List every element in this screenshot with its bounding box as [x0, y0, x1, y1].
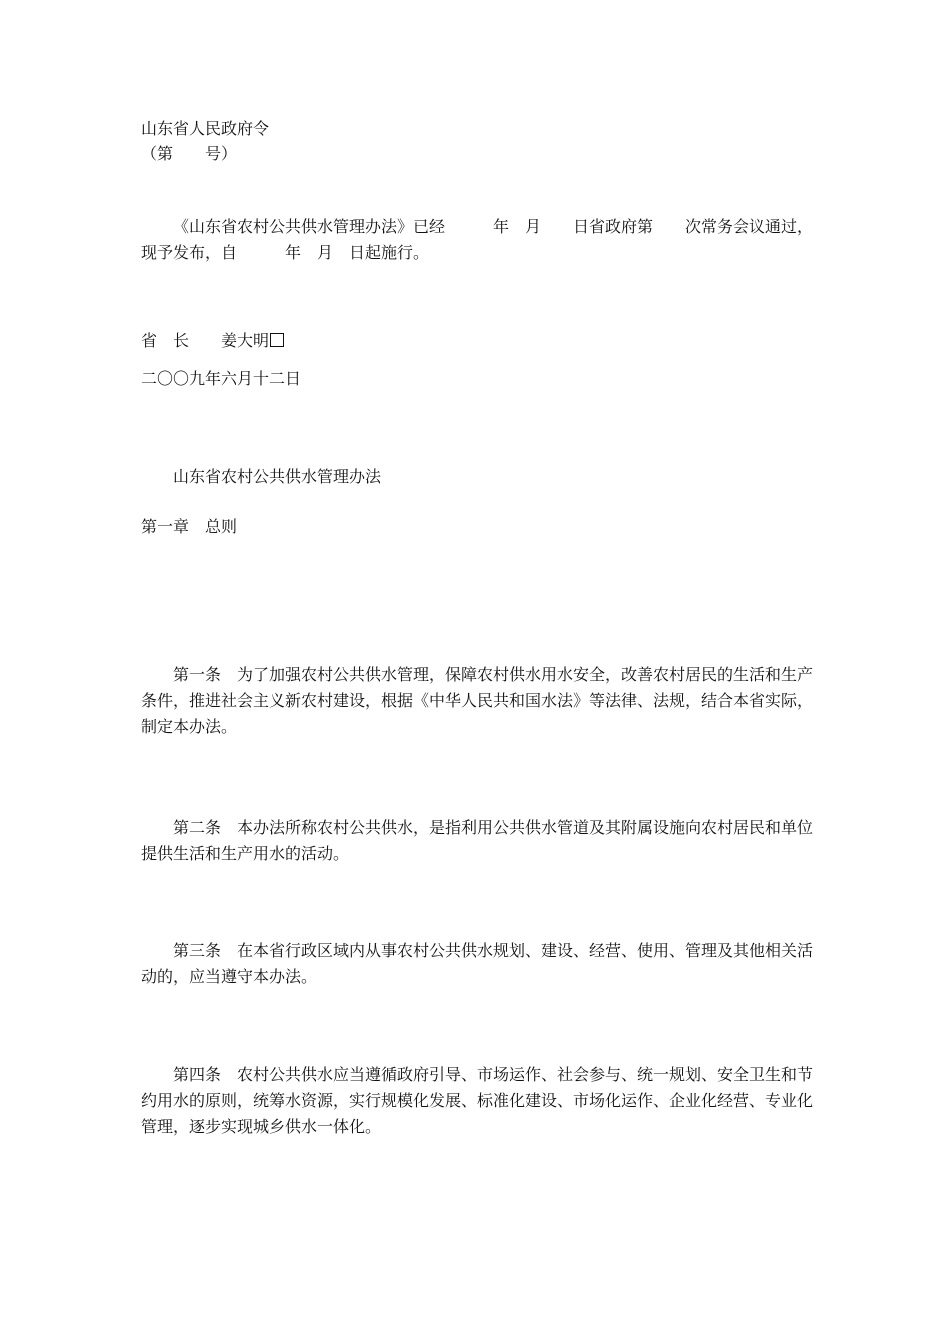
promulgation-text: 《山东省农村公共供水管理办法》已经 年 月 日省政府第 次常务会议通过，现予发布，自 年 月 日起施行。 — [141, 217, 814, 262]
chapter-heading: 第一章 总则 — [141, 517, 238, 536]
article-1: 第一条 为了加强农村公共供水管理，保障农村供水用水安全，改善农村居民的生活和生产条件，推进社会主义新农村建设，根据《中华人民共和国水法》等法律、法规，结合本省实际，制定本办法。 — [141, 665, 814, 736]
missing-glyph-box — [270, 333, 284, 347]
signatory-title-name: 省 长 姜大明 — [141, 331, 270, 350]
decree-authority: 山东省人民政府令 — [141, 119, 270, 138]
article-2: 第二条 本办法所称农村公共供水，是指利用公共供水管道及其附属设施向农村居民和单位提供生活和生产用水的活动。 — [141, 818, 814, 863]
article-3: 第三条 在本省行政区域内从事农村公共供水规划、建设、经营、使用、管理及其他相关活动的，应当遵守本办法。 — [141, 941, 814, 986]
article-4: 第四条 农村公共供水应当遵循政府引导、市场运作、社会参与、统一规划、安全卫生和节约用水的原则，统筹水资源，实行规模化发展、标准化建设、市场化运作、企业化经营、专业化管理，逐步实现城乡供水一体化。 — [141, 1065, 814, 1136]
signing-date: 二〇〇九年六月十二日 — [141, 369, 302, 388]
signatory-line — [141, 328, 284, 354]
decree-number: （第 号） — [141, 144, 238, 163]
regulation-title: 山东省农村公共供水管理办法 — [173, 467, 382, 486]
